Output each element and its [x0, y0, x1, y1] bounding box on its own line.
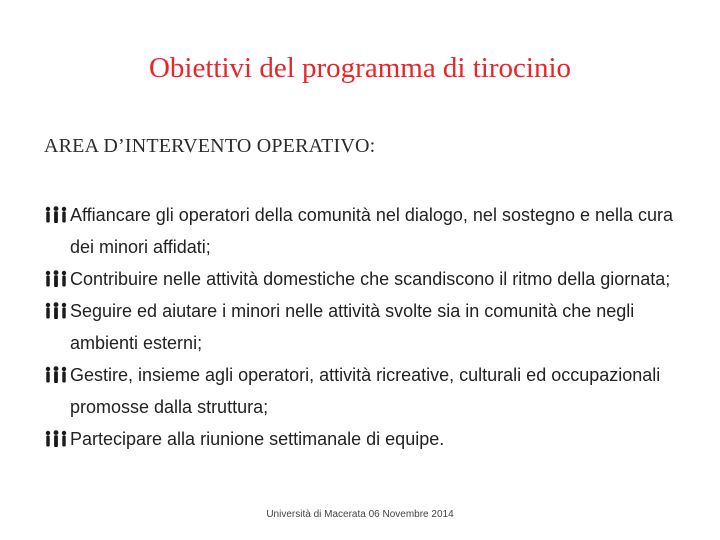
list-item-text: Seguire ed aiutare i minori nelle attività svolte sia in comunità che negli ambienti esterni;	[70, 301, 635, 353]
slide-footer: Università di Macerata 06 Novembre 2014	[266, 509, 454, 520]
list-item	[44, 295, 684, 359]
list-item	[44, 263, 684, 295]
list-item	[44, 423, 684, 455]
list-item	[44, 359, 684, 423]
list-item	[44, 199, 684, 263]
people-group-icon	[44, 302, 68, 320]
list-item-text: Partecipare alla riunione settimanale di equipe.	[70, 429, 445, 449]
slide-title: Obiettivi del programma di tirocinio	[148, 52, 571, 84]
people-group-icon	[44, 430, 68, 448]
section-heading: AREA D’INTERVENTO OPERATIVO:	[44, 135, 376, 157]
people-group-icon	[44, 366, 68, 384]
list-item-text: Contribuire nelle attività domestiche che scandiscono il ritmo della giornata;	[70, 269, 671, 289]
list-item-text: Gestire, insieme agli operatori, attività ricreative, culturali ed occupazionali promosse dalla struttura;	[70, 365, 661, 417]
people-group-icon	[44, 206, 68, 224]
objectives-list	[44, 199, 684, 455]
people-group-icon	[44, 270, 68, 288]
list-item-text: Affiancare gli operatori della comunità nel dialogo, nel sostegno e nella cura dei minori affidati;	[70, 205, 674, 257]
